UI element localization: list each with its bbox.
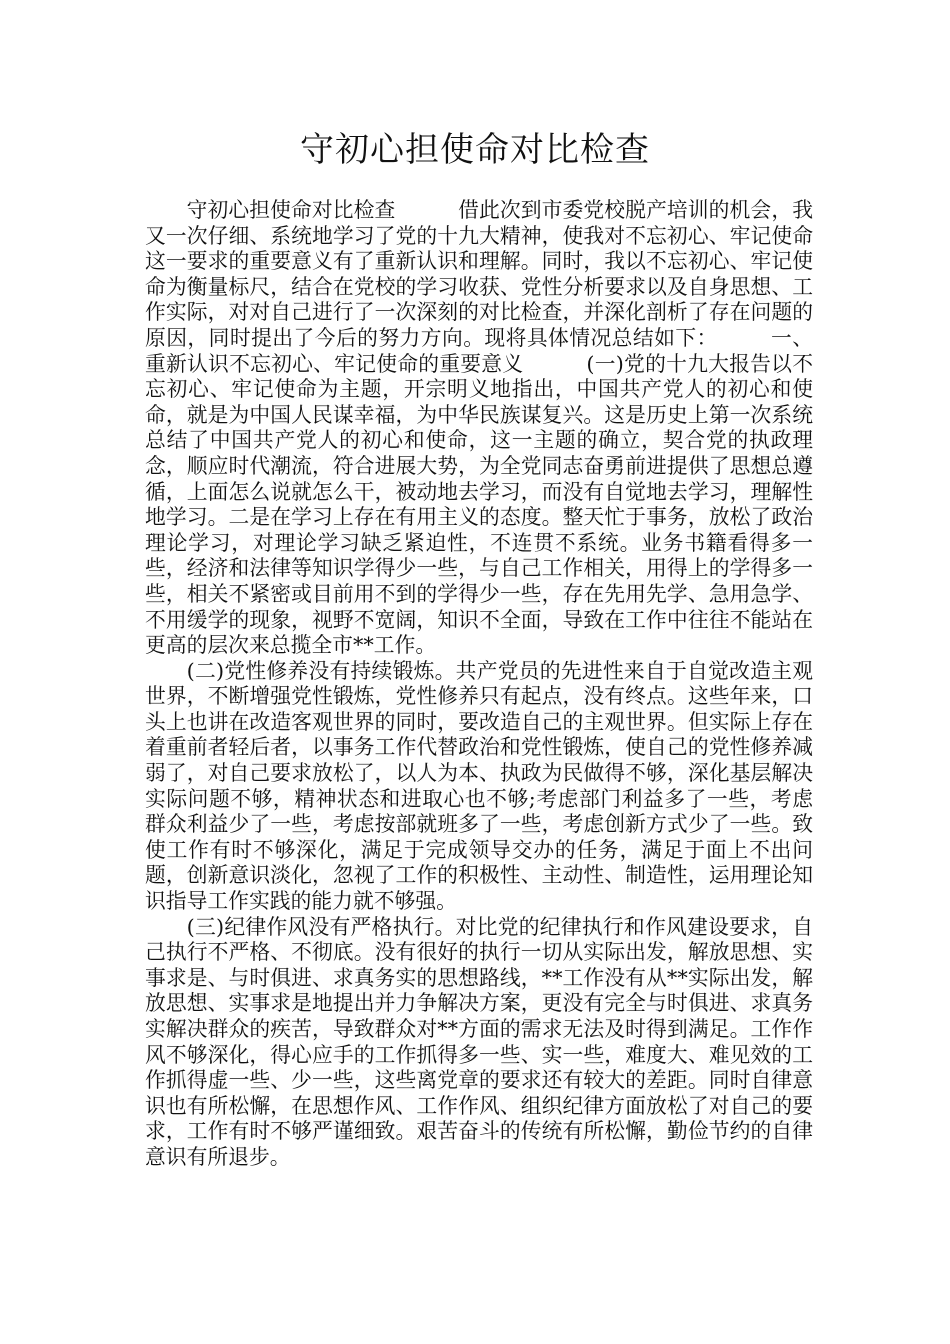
paragraph-intro-and-section-1: 守初心担使命对比检查 借此次到市委党校脱产培训的机会，我又一次仔细、系统地学习了党的十九大精神，使我对不忘初心、牢记使命这一要求的重要意义有了重新认识和理解。同时，我以不忘初心、牢记使命为衡量标尺，结合在党校的学习收获、党性分析要求以及自身思想、工作实际，对对自己进行了一次深刻的对比检查，并深化剖析了存在问题的原因，同时提出了今后的努力方向。现将具体情况总结如下： 一、重新认识不忘初心、牢记使命的重要意义 (一)党的十九大报告以不忘初心、牢记使命为主题，开宗明义地指出，中国共产党人的初心和使命，就是为中国人民谋幸福，为中华民族谋复兴。这是历史上第一次系统总结了中国共产党人的初心和使命，这一主题的确立，契合党的执政理念，顺应时代潮流，符合进展大势，为全党同志奋勇前进提供了思想总遵循，上面怎么说就怎么干，被动地去学习，而没有自觉地去学习，理解性地学习。二是在学习上存在有用主义的态度。整天忙于事务，放松了政治理论学习，对理论学习缺乏紧迫性，不连贯不系统。业务书籍看得多一些，经济和法律等知识学得少一些，与自己工作相关，用得上的学得多一些，相关不紧密或目前用不到的学得少一些，存在先用先学、急用急学、不用缓学的现象，视野不宽阔，知识不全面，导致在工作中往往不能站在更高的层次来总揽全市**工作。 [145,198,813,658]
paragraph-discipline-style: (三)纪律作风没有严格执行。对比党的纪律执行和作风建设要求，自己执行不严格、不彻底。没有很好的执行一切从实际出发，解放思想、实事求是、与时俱进、求真务实的思想路线，**工作没有从**实际出发，解放思想、实事求是地提出并力争解决方案，更没有完全与时俱进、求真务实解决群众的疾苦，导致群众对**方面的需求无法及时得到满足。工作作风不够深化，得心应手的工作抓得多一些、实一些，难度大、难见效的工作抓得虚一些、少一些，这些离党章的要求还有较大的差距。同时自律意识也有所松懈，在思想作风、工作作风、组织纪律方面放松了对自己的要求，工作有时不够严谨细致。艰苦奋斗的传统有所松懈，勤俭节约的自律意识有所退步。 [145,914,813,1169]
document-body [145,198,813,1171]
paragraph-party-spirit: (二)党性修养没有持续锻炼。共产党员的先进性来自于自觉改造主观世界，不断增强党性锻炼，党性修养只有起点，没有终点。这些年来，口头上也讲在改造客观世界的同时，要改造自己的主观世界。但实际上存在着重前者轻后者，以事务工作代替政治和党性锻炼，使自己的党性修养减弱了，对自己要求放松了，以人为本、执政为民做得不够，深化基层解决实际问题不够，精神状态和进取心也不够;考虑部门利益多了一些，考虑群众利益少了一些，考虑按部就班多了一些，考虑创新方式少了一些。致使工作有时不够深化，满足于完成领导交办的任务，满足于面上不出问题，创新意识淡化，忽视了工作的积极性、主动性、制造性，运用理论知识指导工作实践的能力就不够强。 [145,658,813,914]
document-title: 守初心担使命对比检查 [300,130,650,170]
